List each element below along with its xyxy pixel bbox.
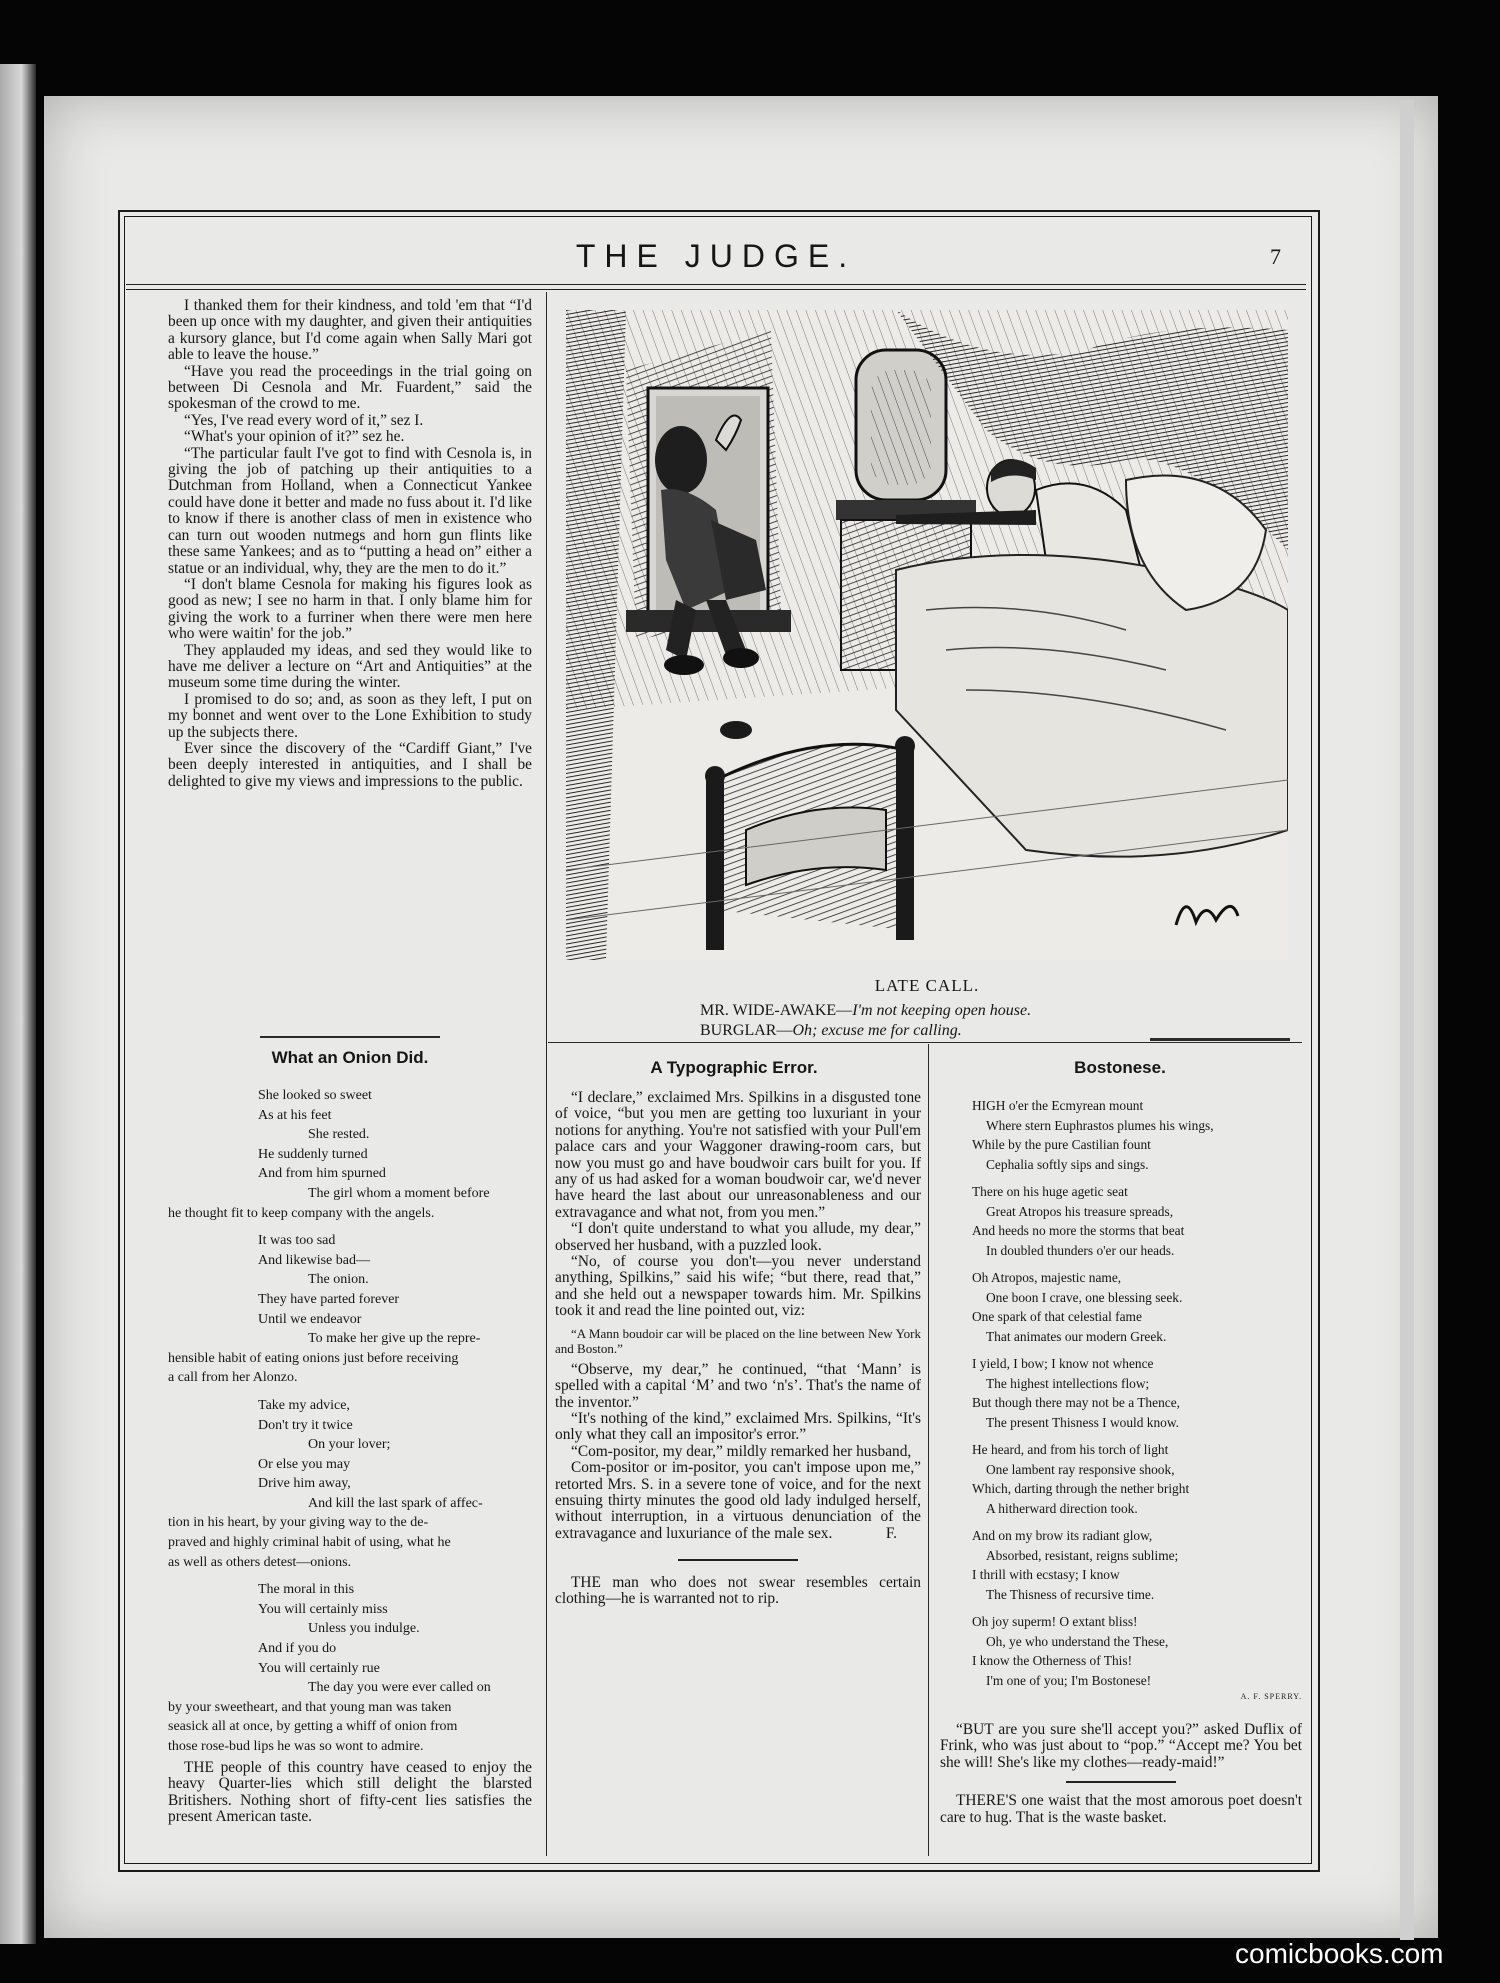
poem-stanza bbox=[972, 1612, 1302, 1690]
poem-line: Or else you may bbox=[258, 1456, 351, 1472]
article-paragraph: “The particular fault I've got to find with Cesnola is, in giving the job of patching up their antiquities to a Dutchman from Holland, when a Connecticut Yankee could have done it better and made no fuss about it. I'd like to know if there is another class of men in existence who can turn out wooden nutmegs and horn gun flints like these same Yankees; and as to “putting a head on” either a statue or an individual, why, they are the men to do it.” bbox=[168, 444, 532, 577]
article-paragraph: “Observe, my dear,” he continued, “that ‘Mann’ is spelled with a capital ‘M’ and two ‘n's’. That's the name of the inventor.” bbox=[555, 1360, 921, 1411]
poem-line: I thrill with ecstasy; I know bbox=[972, 1567, 1120, 1582]
poem-credit: A. F. SPERRY. bbox=[1240, 1692, 1302, 1701]
article-paragraph: “I declare,” exclaimed Mrs. Spilkins in a disgusted tone of voice, “but you men are getting too luxuriant in your notions for anything. You're not satisfied with your Pull'em palace cars and your Waggoner drawing-room cars, but now you must go and have boudwoir cars built for you. If any of us had asked for a woman boudwoir car, we'd never have heard the last about our unreasonableness and our extravagance and what not, from you men.” bbox=[555, 1089, 921, 1221]
poem-spacer bbox=[168, 1572, 538, 1580]
illustration-title: LATE CALL. bbox=[874, 976, 980, 995]
poem-line: The onion. bbox=[308, 1272, 369, 1288]
poem-line: The girl whom a moment before bbox=[308, 1185, 490, 1201]
poem-line: And kill the last spark of affec- bbox=[308, 1495, 483, 1511]
poem-stanza bbox=[972, 1268, 1302, 1346]
late-call-illustration bbox=[566, 310, 1288, 960]
poem-line: A hitherward direction took. bbox=[986, 1500, 1138, 1516]
article-paragraph: “I don't blame Cesnola for making his figures look as good as new; I see no harm in that. I only blame him for giving the work to a furriner when there were men here who were waitin' for the job.” bbox=[168, 575, 532, 643]
typo-title: A Typographic Error. bbox=[650, 1058, 818, 1077]
caption-text-2: Oh; excuse me for calling. bbox=[792, 1022, 962, 1039]
watermark: comicbooks.com bbox=[1235, 1938, 1444, 1969]
poem-line: She looked so sweet bbox=[258, 1088, 372, 1103]
poem-line: Oh Atropos, majestic name, bbox=[972, 1270, 1122, 1285]
poem-line: While by the pure Castilian fount bbox=[972, 1137, 1151, 1152]
article-paragraph: “Have you read the proceedings in the trial going on between Di Cesnola and Mr. Fuardent,” said the spokesman of the crowd to me. bbox=[168, 362, 532, 413]
poem-line: She rested. bbox=[308, 1127, 370, 1143]
bostonese-title: Bostonese. bbox=[1074, 1058, 1166, 1077]
onion-title: What an Onion Did. bbox=[271, 1048, 429, 1067]
illustration-bottom-rule bbox=[548, 1042, 1302, 1043]
poem-stanza bbox=[972, 1526, 1302, 1604]
article-paragraph: Ever since the discovery of the “Cardiff Giant,” I've been deeply interested in antiquities, and I shall be delighted to give my views and impressions to the public. bbox=[168, 739, 532, 790]
quarter-lies-text: THE people of this country have ceased to enjoy the heavy Quarter-lies which still delight the blarsted Britishers. Nothing short of fifty-cent lies satisfies the present American taste. bbox=[168, 1759, 532, 1826]
poem-line: Take my advice, bbox=[258, 1397, 350, 1413]
caption-speaker-1: MR. WIDE-AWAKE— bbox=[700, 1002, 853, 1019]
caption-line-1 bbox=[700, 1002, 1031, 1020]
poem-line: As at his feet bbox=[258, 1107, 332, 1123]
poem-line: And heeds no more the storms that beat bbox=[972, 1223, 1185, 1238]
poem-line: a call from her Alonzo. bbox=[168, 1370, 298, 1386]
poem-line: There on his huge agetic seat bbox=[972, 1184, 1128, 1199]
poem-line: He suddenly turned bbox=[258, 1146, 368, 1162]
poem-line: On your lover; bbox=[308, 1437, 391, 1453]
poem-line: In doubled thunders o'er our heads. bbox=[986, 1242, 1175, 1258]
poem-line: I'm one of you; I'm Bostonese! bbox=[986, 1672, 1152, 1688]
antiquities-article bbox=[168, 298, 532, 790]
poem-line: he thought fit to keep company with the angels. bbox=[168, 1205, 435, 1221]
poem-line: The highest intellections flow; bbox=[986, 1375, 1150, 1391]
poem-line: seasick all at once, by getting a whiff of onion from bbox=[168, 1719, 458, 1735]
poem-line: Where stern Euphrastos plumes his wings, bbox=[986, 1117, 1214, 1133]
article-paragraph: I thanked them for their kindness, and told 'em that “I'd been up once with my daughter, and given their antiquities a kursory glance, but I'd come again when Sally Mari got able to leave the house.” bbox=[168, 297, 532, 364]
poem-line: I know the Otherness of This! bbox=[972, 1653, 1133, 1668]
poem-stanza bbox=[972, 1096, 1302, 1174]
poem-line: And from him spurned bbox=[258, 1166, 386, 1182]
article-signature: F. bbox=[885, 1525, 897, 1543]
poem-stanza bbox=[972, 1182, 1302, 1260]
illustration-bottom-rule-heavy bbox=[1150, 1038, 1290, 1041]
bostonese-poem bbox=[972, 1096, 1302, 1702]
article-paragraph: I promised to do so; and, as soon as they left, I put on my bonnet and went over to the Lone Exhibition to study up the subjects there. bbox=[168, 690, 532, 741]
newspaper-quote: “A Mann boudoir car will be placed on the line between New York and Boston.” bbox=[555, 1325, 921, 1356]
column-divider-left bbox=[546, 292, 547, 1856]
poem-line: those rose-bud lips he was so wont to admire. bbox=[168, 1739, 424, 1754]
poem-line: One spark of that celestial fame bbox=[972, 1309, 1142, 1324]
poem-line: Oh joy superm! O extant bliss! bbox=[972, 1614, 1138, 1629]
caption-speaker-2: BURGLAR— bbox=[700, 1022, 793, 1039]
section-rule bbox=[678, 1559, 798, 1561]
poem-line: Unless you indulge. bbox=[308, 1621, 420, 1637]
caption-line-2 bbox=[700, 1022, 962, 1040]
page-edge-strip bbox=[1400, 100, 1414, 1940]
poem-spacer bbox=[168, 1388, 538, 1396]
poem-line: And if you do bbox=[258, 1641, 337, 1657]
facing-page-edge bbox=[0, 64, 36, 1944]
swearing-paragraph: THE man who does not swear resembles certain clothing—he is warranted not to rip. bbox=[555, 1573, 921, 1607]
column-divider-right bbox=[928, 1044, 929, 1856]
poem-line: tion in his heart, by your giving way to the de- bbox=[168, 1515, 429, 1531]
poem-line: Drive him away, bbox=[258, 1476, 351, 1492]
poem-line: I yield, I bow; I know not whence bbox=[972, 1356, 1154, 1371]
accept-paragraph: “BUT are you sure she'll accept you?” asked Duflix of Frink, who was just about to “pop.” “Accept me? You bet she will! She's like my clothes—ready-maid!” bbox=[940, 1721, 1302, 1771]
poem-line: as well as others detest—onions. bbox=[168, 1554, 352, 1570]
poem-line: Great Atropos his treasure spreads, bbox=[986, 1203, 1174, 1219]
article-paragraph: “It's nothing of the kind,” exclaimed Mrs. Spilkins, “It's only what they call an impositor's error.” bbox=[555, 1409, 921, 1444]
poem-line: Don't try it twice bbox=[258, 1417, 353, 1433]
poem-line: And likewise bad— bbox=[258, 1252, 370, 1268]
poem-line: You will certainly rue bbox=[258, 1660, 380, 1676]
poem-line: The moral in this bbox=[258, 1582, 355, 1598]
caption-text-1: I'm not keeping open house. bbox=[852, 1002, 1032, 1019]
poem-line: You will certainly miss bbox=[258, 1601, 388, 1617]
waist-paragraph: THERE'S one waist that the most amorous poet doesn't care to hug. That is the waste basket. bbox=[940, 1792, 1302, 1826]
poem-line: They have parted forever bbox=[258, 1291, 400, 1307]
dropped-hat bbox=[720, 721, 752, 739]
poem-line: HIGH o'er the Ecmyrean mount bbox=[972, 1098, 1144, 1113]
article-paragraph: Com-positor or im-positor, you can't impose upon me,” retorted Mrs. S. in a severe tone of voice, and for the next ensuing thirty minutes the good old lady indulged herself, without interruption, in a virtuous denunciation of the extravagance and luxuriance of the male sex. bbox=[555, 1459, 921, 1542]
poem-line: Cephalia softly sips and sings. bbox=[986, 1156, 1149, 1172]
poem-line: And on my brow its radiant glow, bbox=[972, 1528, 1153, 1543]
poem-line: One lambent ray responsive shook, bbox=[986, 1461, 1175, 1477]
poem-line: But though there may not be a Thence, bbox=[972, 1395, 1180, 1410]
article-paragraph: “Com-positor, my dear,” mildly remarked her husband, bbox=[571, 1442, 912, 1460]
masthead-rule-double bbox=[126, 289, 1306, 290]
poem-line: It was too sad bbox=[258, 1233, 336, 1249]
masthead-rule bbox=[126, 284, 1306, 285]
section-rule bbox=[1066, 1781, 1176, 1783]
section-rule-onion bbox=[260, 1036, 440, 1038]
poem-line: praved and highly criminal habit of using, what he bbox=[168, 1535, 451, 1551]
poem-line: The present Thisness I would know. bbox=[986, 1414, 1180, 1430]
poem-spacer bbox=[168, 1223, 538, 1231]
poem-line: The day you were ever called on bbox=[308, 1680, 491, 1696]
poem-line: Absorbed, resistant, reigns sublime; bbox=[986, 1547, 1179, 1563]
poem-line: Which, darting through the nether bright bbox=[972, 1481, 1190, 1496]
onion-poem bbox=[168, 1086, 538, 1757]
poem-line: That animates our modern Greek. bbox=[986, 1328, 1167, 1344]
poem-stanza bbox=[972, 1440, 1302, 1518]
article-paragraph: “What's your opinion of it?” sez he. bbox=[184, 428, 405, 446]
poem-line: The Thisness of recursive time. bbox=[986, 1586, 1155, 1602]
burglar-bedroom-drawing bbox=[566, 310, 1288, 960]
poem-line: One boon I crave, one blessing seek. bbox=[986, 1289, 1183, 1305]
poem-line: To make her give up the repre- bbox=[308, 1331, 481, 1347]
bostonese-column-footer bbox=[940, 1722, 1302, 1826]
article-paragraph: “No, of course you don't—you never understand anything, Spilkins,” said his wife; “but there, read that,” and she held out a newspaper towards him. Mr. Spilkins took it and read the line pointed out, viz: bbox=[555, 1253, 921, 1320]
page-number: 7 bbox=[1270, 244, 1281, 269]
poem-line: He heard, and from his torch of light bbox=[972, 1442, 1169, 1457]
masthead: THE JUDGE. bbox=[575, 238, 857, 274]
poem-line: Until we endeavor bbox=[258, 1311, 362, 1327]
article-paragraph: “Yes, I've read every word of it,” sez I. bbox=[184, 411, 424, 429]
poem-line: hensible habit of eating onions just before receiving bbox=[168, 1350, 459, 1366]
article-paragraph: They applauded my ideas, and sed they would like to have me deliver a lecture on “Art and Antiquities” at the museum some time during the winter. bbox=[168, 641, 532, 692]
poem-line: by your sweetheart, and that young man was taken bbox=[168, 1699, 452, 1715]
poem-stanza bbox=[972, 1354, 1302, 1432]
poem-line: Oh, ye who understand the These, bbox=[986, 1633, 1169, 1649]
article-paragraph: “I don't quite understand to what you allude, my dear,” observed her husband, with a puzzled look. bbox=[555, 1220, 921, 1254]
quarter-lies-paragraph bbox=[168, 1760, 532, 1826]
typographic-error-article bbox=[555, 1090, 921, 1607]
